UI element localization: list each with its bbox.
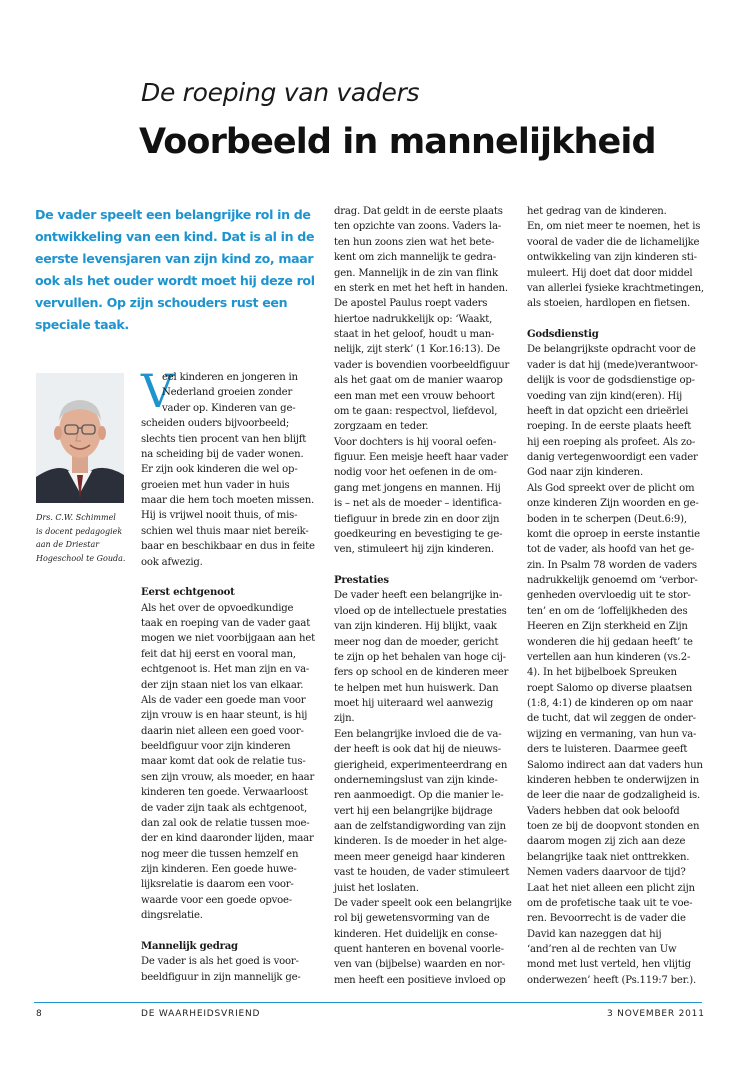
body-line: mogen we niet voorbijgaan aan het xyxy=(141,633,315,645)
intro-line: ook als het ouder wordt moet hij deze rol xyxy=(35,272,315,288)
author-portrait-icon xyxy=(36,373,124,503)
author-caption xyxy=(36,511,132,565)
section-heading: Prestaties xyxy=(334,575,389,586)
body-line: heeft in dat opzicht een drieërlei xyxy=(527,405,689,417)
intro-line: De vader speelt een belangrijke rol in de xyxy=(35,207,311,222)
issue-date: 3 NOVEMBER 2011 xyxy=(607,1009,705,1019)
body-line: Heeren en Zijn sterkheid en Zijn xyxy=(527,621,688,633)
body-line: De vader speelt ook een belangrijke xyxy=(334,897,512,909)
caption-line: Drs. C.W. Schimmel xyxy=(36,513,116,522)
body-line: onderwezen’ heeft (Ps.119:7 ber.). xyxy=(527,974,696,986)
body-line: ven van (bijbelse) waarden en nor- xyxy=(334,959,505,971)
intro-line: eerste levensjaren van zijn kind zo, maar xyxy=(35,250,314,266)
body-line: 4). In het bijbelboek Spreuken xyxy=(527,667,677,679)
body-line: delijk is voor de godsdienstige op- xyxy=(527,375,695,387)
body-line: De apostel Paulus roept vaders xyxy=(334,298,488,310)
body-line: tot de vader, als hoofd van het ge- xyxy=(527,544,695,556)
body-line: zijn vrouw is en haar steunt, is hij xyxy=(141,710,308,722)
body-line: echtgenoot is. Het man zijn en va- xyxy=(141,664,310,676)
body-line: staat in het geloof, houdt u man- xyxy=(334,329,495,340)
intro-line: ontwikkeling van een kind. Dat is al in de xyxy=(35,228,315,244)
body-line: als stoeien, hardlopen en fietsen. xyxy=(527,298,691,310)
body-line: zijn. xyxy=(334,713,355,725)
body-line: Als God spreekt over de plicht om xyxy=(527,482,695,494)
body-line: Vaders hebben dat ook beloofd xyxy=(527,805,680,817)
body-line: Hij is vrijwel nooit thuis, of mis- xyxy=(141,510,298,522)
body-line: als het gaat om de manier waarop xyxy=(334,375,503,387)
body-line: De vader is als het goed is voor- xyxy=(141,956,299,968)
body-line: goedkeuring en bevestiging te ge- xyxy=(334,528,503,540)
body-line: Als het over de opvoedkundige xyxy=(141,602,294,614)
body-line: Er zijn ook kinderen die wel op- xyxy=(141,464,298,476)
body-line: quent hanteren en bovenal voorle- xyxy=(334,944,504,955)
body-line: onze kinderen Zijn woorden en ge- xyxy=(527,498,699,510)
drop-cap: V xyxy=(141,364,175,418)
body-line: Nemen vaders daarvoor de tijd? xyxy=(527,867,686,879)
paragraph-gap xyxy=(141,570,316,585)
article-title: Voorbeeld in mannelijkheid xyxy=(139,122,656,162)
body-line: Nederland groeien zonder xyxy=(162,387,293,399)
body-line: fers op school en de kinderen meer xyxy=(334,667,509,679)
body-line: na scheiding bij de vader wonen. xyxy=(141,448,304,460)
body-line: tiefiguur in brede zin en door zijn xyxy=(334,513,500,525)
body-line: danig vertegenwoordigt een vader xyxy=(527,452,698,463)
body-line: nelijk, zijt sterk’ (1 Kor.16:13). De xyxy=(334,344,501,356)
body-line: zin. In Psalm 78 worden de vaders xyxy=(527,559,697,571)
body-line: vloed op de intellectuele prestaties xyxy=(334,605,507,617)
body-line: ren aanmoedigt. Op die manier le- xyxy=(334,790,504,802)
body-line: boden in te scherpen (Deut.6:9), xyxy=(527,513,687,525)
body-line: ten opzichte van zoons. Vaders la- xyxy=(334,221,502,233)
intro-line: speciale taak. xyxy=(35,316,129,332)
body-line: scheiden ouders bijvoorbeeld; xyxy=(141,418,290,430)
body-line: en sterk en met het heft in handen. xyxy=(334,282,508,294)
body-line: meen meer geneigd haar kinderen xyxy=(334,851,505,863)
body-line: aan de zelfstandigwording van zijn xyxy=(334,821,506,832)
body-line: de vader zijn taak als echtgenoot, xyxy=(141,802,308,814)
body-line: ‘and’ren al de rechten van Uw xyxy=(527,944,677,955)
body-line: genheden overvloedig uit te stor- xyxy=(527,590,691,602)
body-line: men heeft een positieve invloed op xyxy=(334,974,506,986)
body-line: feit dat hij eerst en vooral man, xyxy=(141,648,296,660)
body-line: sen zijn vrouw, als moeder, en haar xyxy=(141,771,315,783)
body-line: baar en beschikbaar en dus in feite xyxy=(141,541,315,553)
body-line: ondernemingslust van zijn kinde- xyxy=(334,774,498,786)
body-line: een man met een vrouw behoort xyxy=(334,390,495,402)
body-line: eel kinderen en jongeren in xyxy=(162,372,298,383)
body-line: is – net als de moeder – identifica- xyxy=(334,498,502,510)
body-line: te helpen met hun huiswerk. Dan xyxy=(334,682,499,694)
body-line: vertellen aan hun kinderen (vs.2- xyxy=(527,651,691,663)
body-line: lijksrelatie is daarom een voor- xyxy=(141,879,294,891)
body-line: hij een roeping als profeet. Als zo- xyxy=(527,436,696,448)
body-line: beeldfiguur in zijn mannelijk ge- xyxy=(141,971,301,983)
body-line: om de profetische taak uit te voe- xyxy=(527,897,693,909)
body-line: Voor dochters is hij vooral oefen- xyxy=(334,436,497,448)
body-line: dan zal ook de relatie tussen moe- xyxy=(141,817,310,829)
body-line: ders te luisteren. Daarmee geeft xyxy=(527,744,688,756)
body-line: te zijn op het behalen van hoge cij- xyxy=(334,651,506,663)
body-line: moet hij uiteraard wel aanwezig xyxy=(334,698,494,709)
article-kicker: De roeping van vaders xyxy=(141,78,420,107)
body-column-1 xyxy=(141,364,316,985)
body-line: zijn kinderen. Een goede huwe- xyxy=(141,864,297,875)
caption-line: Hogeschool te Gouda. xyxy=(36,553,126,563)
body-line: nodig voor het oefenen in de om- xyxy=(334,467,497,479)
section-heading: Eerst echtgenoot xyxy=(141,587,235,599)
body-line: kinderen. Het duidelijk en conse- xyxy=(334,928,498,940)
body-line: ten’ en om de ‘loffelijkheden des xyxy=(527,605,688,617)
intro-lead xyxy=(35,204,315,335)
body-line: van zijn kinderen. Hij blijkt, vaak xyxy=(334,621,497,633)
body-line: muleert. Hij doet dat door middel xyxy=(527,267,693,279)
body-line: ren. Bevoorrecht is de vader die xyxy=(527,913,686,925)
body-line: De vader heeft een belangrijke in- xyxy=(334,590,503,602)
body-line: gierigheid, experimenteerdrang en xyxy=(334,759,508,771)
caption-line: aan de Driestar xyxy=(36,540,100,550)
body-line: hiertoe nadrukkelijk op: ‘Waakt, xyxy=(334,313,493,325)
body-line: Een belangrijke invloed die de va- xyxy=(334,728,502,740)
caption-line: is docent pedagogiek xyxy=(36,526,123,536)
body-line: vooral de vader die de lichamelijke xyxy=(527,236,700,248)
body-line: toen ze bij de doopvont stonden en xyxy=(527,821,700,832)
body-line: kent om zich mannelijk te gedra- xyxy=(334,252,497,264)
body-line: schien wel thuis maar niet bereik- xyxy=(141,525,309,537)
body-line: het gedrag van de kinderen. xyxy=(527,206,667,217)
body-line: ook afwezig. xyxy=(141,556,203,568)
body-line: De belangrijkste opdracht voor de xyxy=(527,344,696,356)
body-line: zorgzaam en teder. xyxy=(334,421,429,433)
body-line: Laat het niet alleen een plicht zijn xyxy=(527,882,695,894)
body-line: dingsrelatie. xyxy=(141,910,203,922)
body-line: David kan nazeggen dat hij xyxy=(527,928,662,940)
body-line: waarde voor een goede opvoe- xyxy=(141,894,292,906)
body-line: mond met lust verteld, hen vlijtig xyxy=(527,959,691,971)
body-line: roept Salomo op diverse plaatsen xyxy=(527,682,693,694)
body-line: om te gaan: respectvol, liefdevol, xyxy=(334,405,498,417)
body-line: maar die hem toch moeten missen. xyxy=(141,495,315,506)
body-line: vader op. Kinderen van ge- xyxy=(162,402,296,414)
body-line: maar komt dat ook de relatie tus- xyxy=(141,756,306,768)
body-line: groeien met hun vader in huis xyxy=(141,479,290,491)
author-photo xyxy=(36,373,124,503)
body-line: gang met jongens en mannen. Hij xyxy=(334,482,501,494)
body-line: voeding van zijn kind(eren). Hij xyxy=(527,390,683,402)
body-line: ven, stimuleert hij zijn kinderen. xyxy=(334,544,494,556)
body-line: kinderen hebben te onderwijzen in xyxy=(527,774,700,786)
body-line: God naar zijn kinderen. xyxy=(527,467,643,479)
body-line: kinderen. Is de moeder in het alge- xyxy=(334,836,507,848)
body-line: nog meer die tussen hemzelf en xyxy=(141,848,299,860)
paragraph-gap xyxy=(527,312,705,327)
publication-name: DE WAARHEIDSVRIEND xyxy=(141,1009,261,1019)
intro-line: vervullen. Op zijn schouders rust een xyxy=(35,294,288,310)
body-line: wonderen die hij gedaan heeft’ te xyxy=(527,636,693,648)
body-line: meer nog dan de moeder, gericht xyxy=(334,636,499,648)
body-line: daarom mogen zij zich aan deze xyxy=(527,836,686,848)
body-line: nadrukkelijk genoemd om ‘verbor- xyxy=(527,575,698,586)
body-line: vader is bovendien voorbeeldfiguur xyxy=(334,359,510,371)
section-heading: Godsdienstig xyxy=(527,329,599,340)
body-line: taak en roeping van de vader gaat xyxy=(141,618,311,629)
body-line: kinderen ten goede. Verwaarloost xyxy=(141,787,308,799)
body-line: de tucht, dat wil zeggen de onder- xyxy=(527,713,696,725)
body-line: der heeft is ook dat hij de nieuws- xyxy=(334,744,501,756)
body-line: de leer die naar de godzaligheid is. xyxy=(527,790,700,802)
body-line: beeldfiguur voor zijn kinderen xyxy=(141,741,291,752)
body-line: belangrijke taak niet onttrekken. xyxy=(527,851,690,863)
body-line: figuur. Een meisje heeft haar vader xyxy=(334,452,508,463)
body-line: gen. Mannelijk in de zin van flink xyxy=(334,267,498,279)
body-line: ten hun zoons zien wat het bete- xyxy=(334,236,495,248)
body-line: ontwikkeling van zijn kinderen sti- xyxy=(527,252,697,264)
paragraph-gap xyxy=(141,924,316,939)
body-line: vert hij een belangrijke bijdrage xyxy=(334,805,493,817)
body-line: Als de vader een goede man voor xyxy=(141,694,306,706)
body-line: roeping. In de eerste plaats heeft xyxy=(527,421,692,433)
footer-divider xyxy=(34,1002,702,1003)
body-line: rol bij gewetensvorming van de xyxy=(334,913,490,925)
body-line: vast te houden, de vader stimuleert xyxy=(334,867,510,879)
body-line: vader is dat hij (mede)verantwoor- xyxy=(527,359,698,371)
body-line: daarin niet alleen een goed voor- xyxy=(141,725,304,737)
body-column-3 xyxy=(527,204,705,988)
section-heading: Mannelijk gedrag xyxy=(141,940,238,952)
body-line: En, om niet meer te noemen, het is xyxy=(527,221,701,233)
body-line: wijzing en vermaning, van hun va- xyxy=(527,728,697,740)
body-line: Salomo indirect aan dat vaders hun xyxy=(527,759,703,771)
body-line: (1:8, 4:1) de kinderen op om naar xyxy=(527,698,693,709)
body-line: komt die oproep in eerste instantie xyxy=(527,528,700,540)
paragraph-gap xyxy=(334,558,509,573)
body-line: van allerlei fysieke krachtmetingen, xyxy=(527,282,704,294)
body-line: der en kind daaronder lijden, maar xyxy=(141,833,314,845)
body-line: der zijn staan niet los van elkaar. xyxy=(141,679,304,691)
page-number: 8 xyxy=(36,1009,43,1019)
body-line: drag. Dat geldt in de eerste plaats xyxy=(334,206,503,217)
body-line: slechts tien procent van hen blijft xyxy=(141,433,307,445)
body-column-2 xyxy=(334,204,512,988)
body-line: juist het loslaten. xyxy=(334,882,419,894)
